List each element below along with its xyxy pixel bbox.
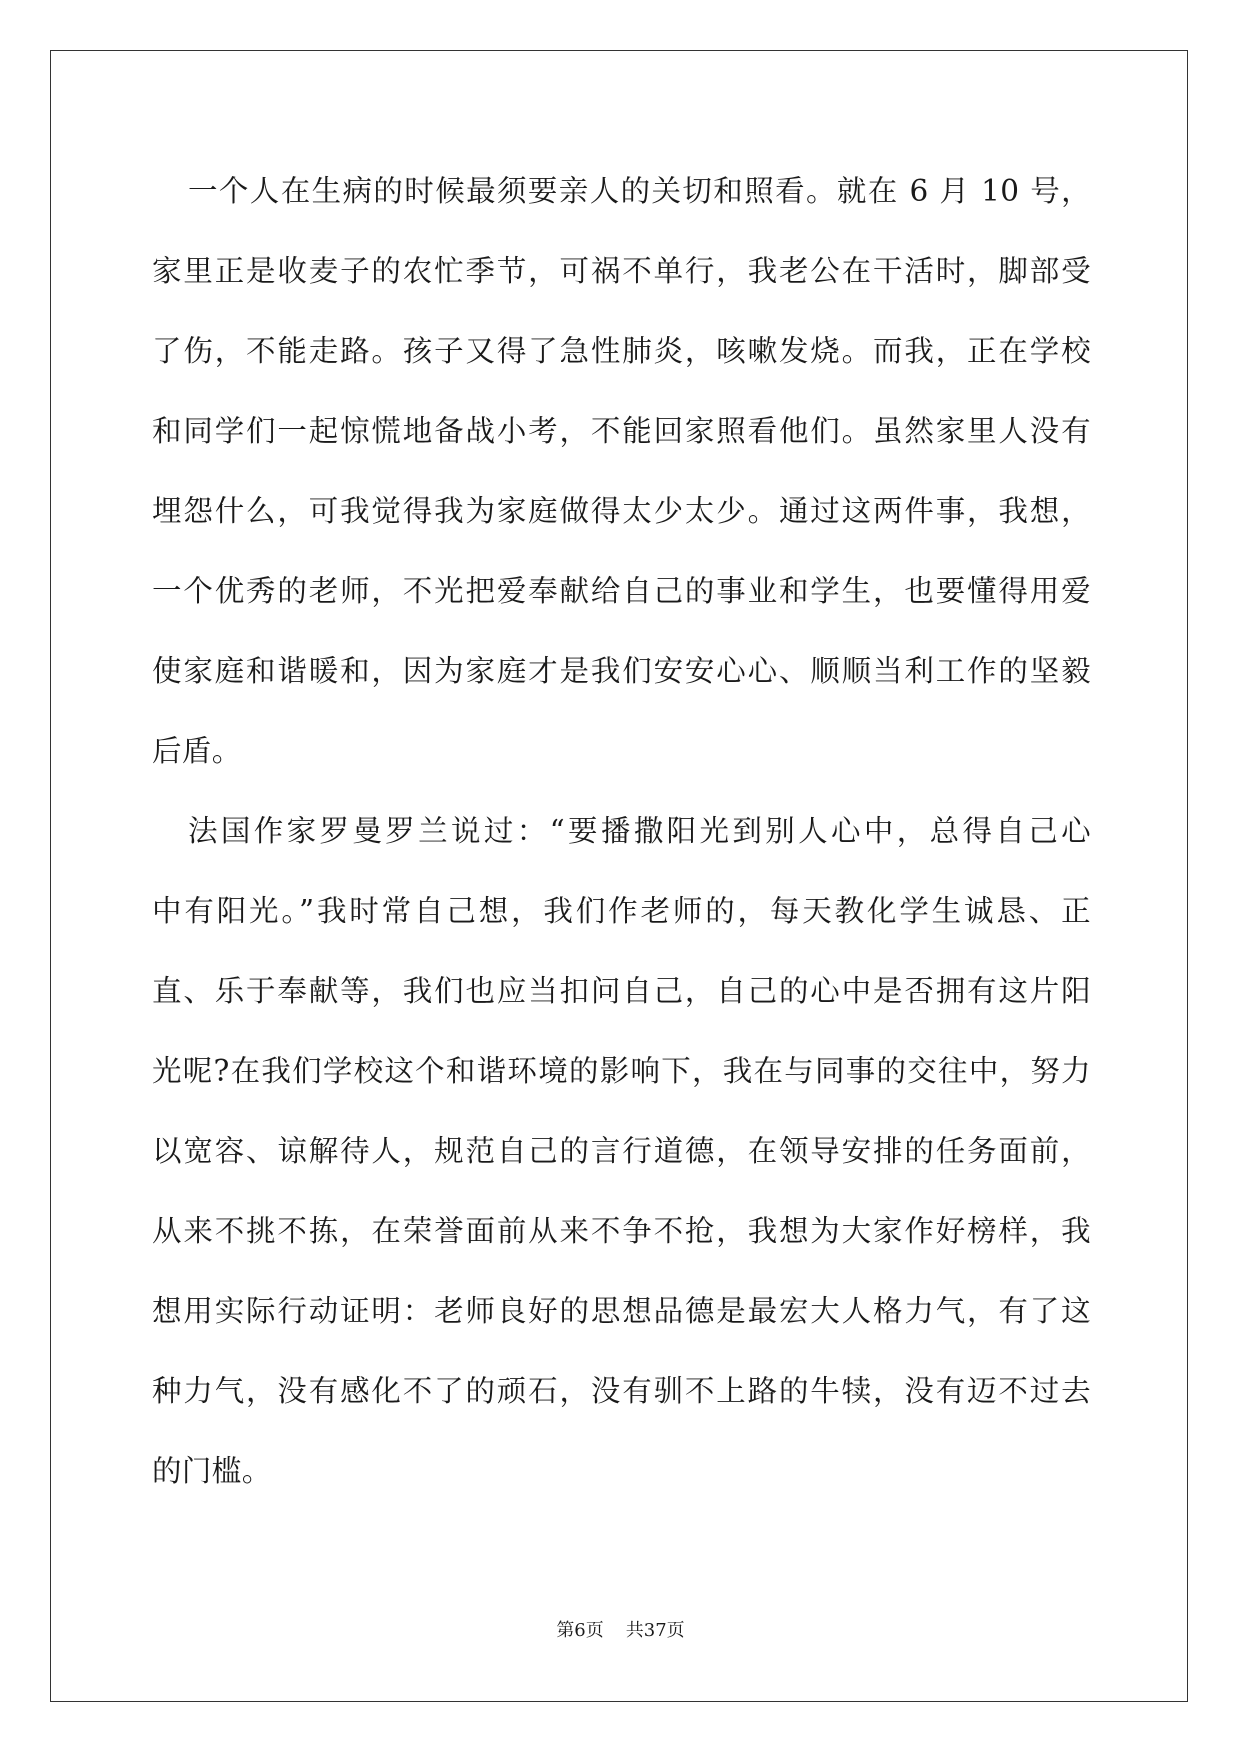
text-line: 从来不挑不拣，在荣誉面前从来不争不抢，我想为大家作好榜样，我 (152, 1214, 1091, 1248)
text-line: 以宽容、谅解待人，规范自己的言行道德，在领导安排的任务面前， (152, 1134, 1091, 1168)
text-line: 的门槛。 (152, 1454, 272, 1488)
page-number: 第6页 (556, 1620, 604, 1641)
text-line: 和同学们一起惊慌地备战小考，不能回家照看他们。虽然家里人没有 (152, 414, 1091, 448)
text-line: 一个人在生病的时候最须要亲人的关切和照看。就在 6 月 10 号， (188, 174, 1091, 208)
text-line: 了伤，不能走路。孩子又得了急性肺炎，咳嗽发烧。而我，正在学校 (152, 334, 1091, 368)
text-line: 一个优秀的老师，不光把爱奉献给自己的事业和学生，也要懂得用爱 (152, 574, 1091, 608)
text-line: 中有阳光。”我时常自己想，我们作老师的，每天教化学生诚恳、正 (152, 894, 1091, 928)
page-total: 共37页 (625, 1620, 685, 1641)
text-line: 想用实际行动证明：老师良好的思想品德是最宏大人格力气，有了这 (152, 1294, 1091, 1328)
page-footer (0, 1616, 1241, 1642)
text-line: 使家庭和谐暖和，因为家庭才是我们安安心心、顺顺当利工作的坚毅 (152, 654, 1091, 688)
text-line: 直、乐于奉献等，我们也应当扣问自己，自己的心中是否拥有这片阳 (152, 974, 1091, 1008)
text-line: 后盾。 (152, 734, 242, 768)
text-line: 种力气，没有感化不了的顽石，没有驯不上路的牛犊，没有迈不过去 (152, 1374, 1091, 1408)
text-line: 光呢?在我们学校这个和谐环境的影响下，我在与同事的交往中，努力 (152, 1054, 1091, 1088)
text-line: 埋怨什么，可我觉得我为家庭做得太少太少。通过这两件事，我想， (152, 494, 1091, 528)
text-line: 法国作家罗曼罗兰说过：“要播撒阳光到别人心中，总得自己心 (188, 814, 1091, 848)
text-line: 家里正是收麦子的农忙季节，可祸不单行，我老公在干活时，脚部受 (152, 254, 1091, 288)
